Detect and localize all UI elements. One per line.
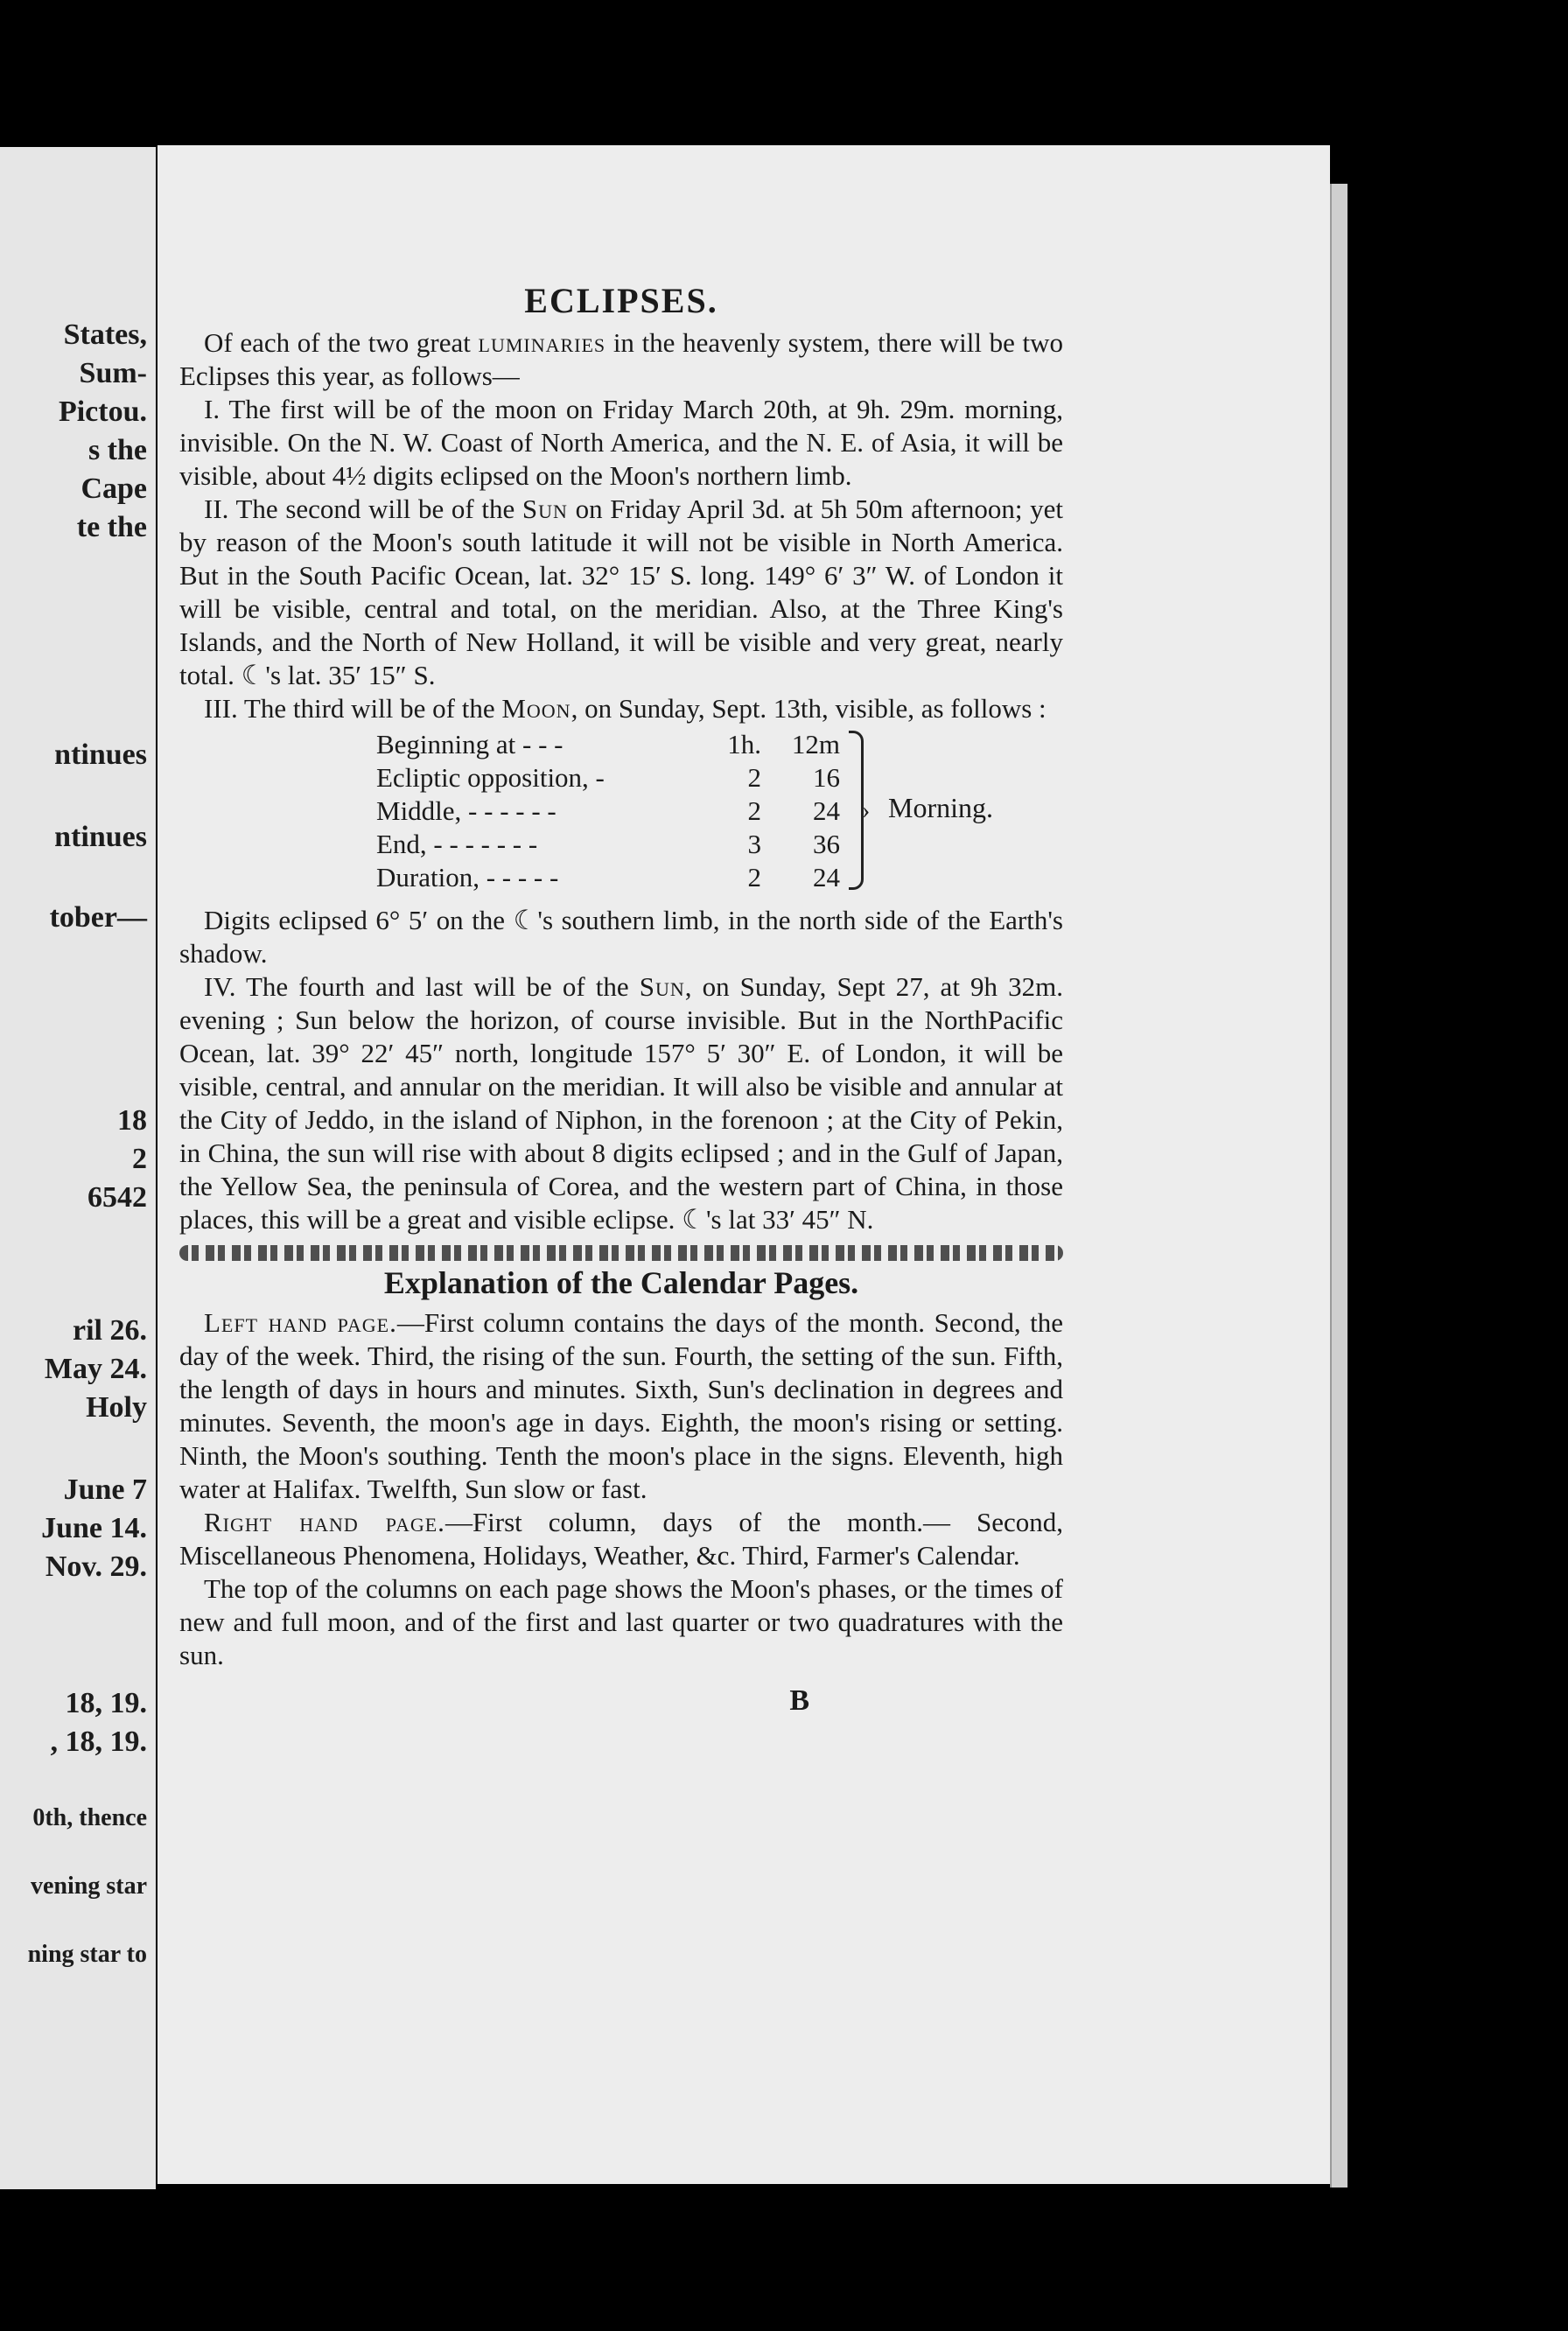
left-page-line: vening star xyxy=(31,1872,147,1900)
left-page-line: ntinues xyxy=(54,821,147,853)
left-facing-page xyxy=(0,147,156,2189)
left-page-line: 18 xyxy=(117,1104,147,1137)
explanation-right-hand: Right hand page.—First column, days of the month.— Second, Miscellaneous Phenomena, Holidays, Weather, &c. Third, Farmer's Calendar. xyxy=(179,1507,1063,1571)
table-row: Duration, - - - - - 2 24 xyxy=(376,862,840,892)
left-page-line: Cape xyxy=(80,472,147,505)
left-page-line: , 18, 19. xyxy=(50,1726,147,1758)
explanation-left-hand: Left hand page.—First column contains the days of the month. Second, the day of the week. Third, the rising of the sun. Fourth, the setting of the sun. Fifth, the length of days in hours and minutes. Sixth, Sun's declination in degrees and minutes. Seventh, the moon's age in days. Eighth, the moon's rising or setting. Ninth, the Moon's southing. Tenth the moon's place in the signs. Eleventh, high water at Halifax. Twelfth, Sun slow or fast. xyxy=(179,1307,1063,1504)
table-note: Morning. xyxy=(888,792,993,823)
left-page-line: 2 xyxy=(132,1143,147,1175)
left-page-line: ril 26. xyxy=(73,1314,147,1347)
eclipse-third-digits: Digits eclipsed 6° 5′ on the ☾'s southern limb, in the north side of the Earth's shadow. xyxy=(179,905,1063,969)
brace-tip: › xyxy=(862,797,871,824)
eclipse-third: III. The third will be of the Moon, on Sunday, Sept. 13th, visible, as follows : xyxy=(204,693,1046,724)
ornamental-divider xyxy=(179,1245,1063,1261)
table-row: Ecliptic opposition, - 2 16 xyxy=(376,762,840,793)
eclipse-second: II. The second will be of the Sun on Friday April 3d. at 5h 50m afternoon; yet by reason of the Moon's south latitude it will not be visible in North America. But in the South Pacific Ocean, lat. 32° 15′ S. long. 149° 6′ 3″ W. of London it will be visible, central and total, on the meridian. Also, at the Three King's Islands, and the North of New Holland, it will be visible and very great, nearly total. ☾'s lat. 35′ 15″ S. xyxy=(179,494,1063,690)
left-page-line: s the xyxy=(88,434,147,466)
page-content xyxy=(179,280,1063,1718)
eclipse-fourth: IV. The fourth and last will be of the Sun, on Sunday, Sept 27, at 9h 32m. evening ; Sun below the horizon, of course invisible. But in the NorthPacific Ocean, lat. 39° 22′ 45″ north, longitude 157° 5′ 30″ E. of London, it will be visible, central, and annular on the meridian. It will also be visible and annular at the City of Jeddo, in the island of Niphon, in the forenoon ; at the City of Pekin, in China, the sun will rise with about 8 digits eclipsed ; and in the Gulf of Japan, the Yellow Sea, the peninsula of Corea, and the western part of China, in those places, this will be a great and visible eclipse. ☾'s lat 33′ 45″ N. xyxy=(179,971,1063,1235)
eclipses-intro: Of each of the two great luminaries in the heavenly system, there will be two Eclipses this year, as follows— xyxy=(179,327,1063,391)
left-page-line: Sum- xyxy=(79,357,147,389)
left-page-line: 0th, thence xyxy=(32,1804,147,1831)
left-page-line: 18, 19. xyxy=(65,1687,147,1719)
left-page-line: te the xyxy=(76,511,147,543)
left-page-line: Nov. 29. xyxy=(45,1550,147,1583)
left-page-line: June 14. xyxy=(41,1512,147,1544)
table-row: Beginning at - - - 1h. 12m xyxy=(376,729,840,760)
eclipses-title: ECLIPSES. xyxy=(524,281,718,320)
eclipse-first: I. The first will be of the moon on Friday March 20th, at 9h. 29m. morning, invisible. On the N. W. Coast of North America, and the N. E. of Asia, it will be visible, about 4½ digits eclipsed on the Moon's northern limb. xyxy=(179,394,1063,491)
left-page-line: Holy xyxy=(86,1391,147,1424)
signature-letter: B xyxy=(789,1684,809,1717)
explanation-columns: The top of the columns on each page shows the Moon's phases, or the times of new and full moon, and of the first and last quarter or two quadratures with the sun. xyxy=(179,1573,1063,1670)
left-page-line: June 7 xyxy=(63,1474,147,1506)
left-page-line: Pictou. xyxy=(58,396,147,428)
left-page-line: 6542 xyxy=(88,1181,147,1214)
table-row: Middle, - - - - - - 2 24 xyxy=(376,795,840,826)
eclipse-timing-table xyxy=(179,729,1063,904)
explanation-title: Explanation of the Calendar Pages. xyxy=(383,1265,859,1300)
left-page-line: tober— xyxy=(49,901,147,934)
table-row: End, - - - - - - - 3 36 xyxy=(376,829,840,859)
left-page-line: States, xyxy=(63,318,147,351)
left-page-line: ning star to xyxy=(27,1941,147,1968)
page-edge xyxy=(1330,184,1348,2188)
left-page-line: May 24. xyxy=(44,1353,147,1385)
left-page-line: ntinues xyxy=(54,738,147,771)
